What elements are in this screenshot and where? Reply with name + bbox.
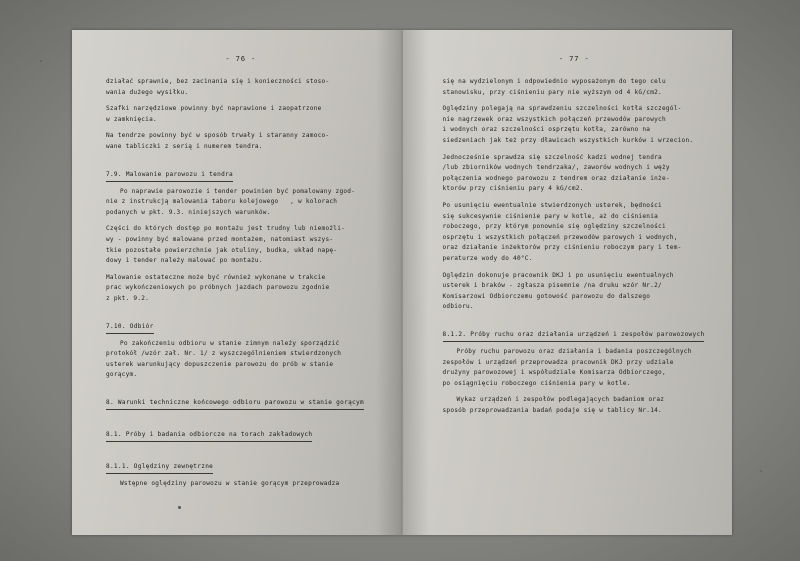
text-line: i wodnych oraz szczelności osprzętu kotła, zarówno na [442,126,651,134]
heading-text: 7.9. Malowanie parowozu i tendra [106,170,233,182]
text-line: usterek i braków - zgłasza pisemnie /na druku wzór Nr.2/ [442,282,662,290]
text-line: Wykaz urządzeń i zespołów podlegających badaniom oraz [456,396,665,404]
text-line: tkie pozostałe powierzchnie jak otuliny, budka, układ napę- [106,246,338,254]
text-line: siedzeniach jak też przy dławicach wszystkich kurków i wrzecion. [442,136,694,144]
text-line: osprzętu i wszystkich połączeń przewodów parowych i wodnych, [442,233,678,241]
paragraph [443,271,707,313]
text-line: Malowanie ostateczne może być również wykonane w trakcie [106,273,326,281]
right-page-content [403,30,733,535]
paragraph [106,339,376,381]
text-line: stanowisku, przy ciśnieniu pary nie wyższym od 4 kG/cm2. [442,88,662,96]
text-line: sposób przeprowadzania badań podaje się w tablicy Nr.14. [442,406,662,414]
paragraph [106,273,376,305]
paragraph [106,131,376,152]
text-line: Po zakończeniu odbioru w stanie zimnym należy sporządzić [120,339,340,347]
section-heading-8 [106,389,376,413]
text-line: się na wydzielonym i odpowiednio wyposażonym do tego celu [442,78,666,85]
heading-text: 8.1. Próby i badania odbiorcze na torach zakładowych [106,430,312,442]
text-line: Oględzin dokonuje pracownik DKJ i po usunięciu ewentualnych [442,271,674,279]
section-heading-7-10 [106,313,376,337]
text-line: Wstępne oględziny parowozu w stanie gorącym przeprowadza [120,480,340,488]
text-line: Komisarzowi Odbiorczemu gotowość parowozu do dalszego [442,292,651,300]
heading-text: 8.1.2. Próby ruchu oraz działania urządzeń i zespołów parowozowych [443,330,705,342]
text-line: Jednocześnie sprawdza się szczelność kadzi wodnej tendra [442,153,662,161]
text-line: Po usunięciu ewentualnie stwierdzonych usterek, będności [442,201,662,209]
text-line: drużyny parowozowej i współudziale Komisarza Odbiorczego, [442,369,666,377]
text-line: ktorów przy ciśnieniu pary 4 kG/cm2. [442,185,584,193]
text-line: połączenia wodnego parowozu z tendrem oraz działanie inże- [442,174,670,182]
text-line: wy - powinny być malowane przed montażem, natomiast wszys- [106,236,334,244]
text-line: Próby ruchu parowozu oraz działania i badania poszczególnych [456,347,692,355]
text-line: roboczego, przy którym ponownie się oględziny szczelności [442,223,666,231]
text-line: protokół /wzór zał. Nr. 1/ z wyszczególnieniem stwierdzonych [106,350,342,358]
text-line: Części do których dostęp po montażu jest trudny lub niemożli- [106,225,346,233]
page-ink-dot [178,506,181,509]
section-heading-8-1-2 [443,321,707,345]
paragraph [106,224,376,266]
scan-speck [40,60,42,62]
right-page [403,30,733,535]
text-line: odbioru. [442,303,474,311]
text-line: Po naprawie parowozie i tender powinien być pomalowany zgod- [120,187,356,195]
text-line: peraturze wody do 40°C. [442,254,533,262]
text-line: w zamknięcia. [106,115,157,123]
text-line: gorącym. [106,371,138,379]
text-line: zespołów i urządzeń przeprowadza pracownik DKJ przy udziale [442,358,674,366]
paragraph [443,104,707,146]
text-line: /lub zbiorników wodnych tendrzaka/, zaworów wodnych i węży [442,164,670,172]
text-line: oraz działanie inżektorów przy ciśnieniu roboczym pary i tem- [442,244,682,252]
scan-speck [760,470,762,472]
paragraph [106,479,376,490]
heading-text: 8.1.1. Oględziny zewnętrzne [106,462,213,474]
text-line: dowy i tender należy malować po montażu. [106,257,263,265]
section-heading-8-1-1 [106,453,376,477]
text-line: usterek warunkujący dopuszczenie parowozu do prób w stanie [106,360,334,368]
paragraph [106,77,376,98]
text-line: Szafki narzędziowe powinny być naprawione i zaopatrzone [106,105,322,113]
text-line: wania dużego wysiłku. [106,88,189,96]
paragraph [106,187,376,219]
text-line: podanych w pkt. 9.3. niniejszych warunków. [106,208,271,216]
text-line: Oględziny polegają na sprawdzeniu szczelności kotła szczegól- [442,105,682,113]
paragraph [443,347,707,389]
text-line: się sukcesywnie ciśnienie pary w kotle, aż do ciśnienia [442,212,659,220]
paragraph [106,104,376,125]
heading-text: 7.10. Odbiór [106,322,154,334]
left-page-content [72,30,402,535]
paragraph [443,153,707,195]
text-line: wane tabliczki z serią i numerem tendra. [106,142,263,150]
section-heading-8-1 [106,421,376,445]
right-page-folio: - 77 - [558,54,590,63]
paragraph [443,77,707,98]
left-page-folio: - 76 - [225,54,257,63]
paragraph [443,395,707,416]
section-heading-7-9 [106,161,376,185]
text-line: z pkt. 9.2. [106,295,150,302]
paragraph [443,201,707,265]
text-line: po osiągnięciu roboczego ciśnienia pary w kotle. [442,379,631,387]
text-line: działać sprawnie, bez zacinania się i konieczności stoso- [106,78,330,85]
book-spread [72,30,732,535]
text-line: Na tendrze powinny być w sposób trwały i staranny zamoco- [106,132,330,140]
left-page [72,30,403,535]
text-line: prac wykończeniowych po próbnych jazdach parowozu zgodnie [106,284,330,292]
text-line: nie nagrzewek oraz wszystkich połączeń przewodów parowych [442,115,666,123]
text-line: nie z instrukcją malowania taboru kolejowego , w kolorach [106,198,338,206]
heading-text: 8. Warunki techniczne końcowego odbioru parowozu w stanie gorącym [106,398,364,410]
